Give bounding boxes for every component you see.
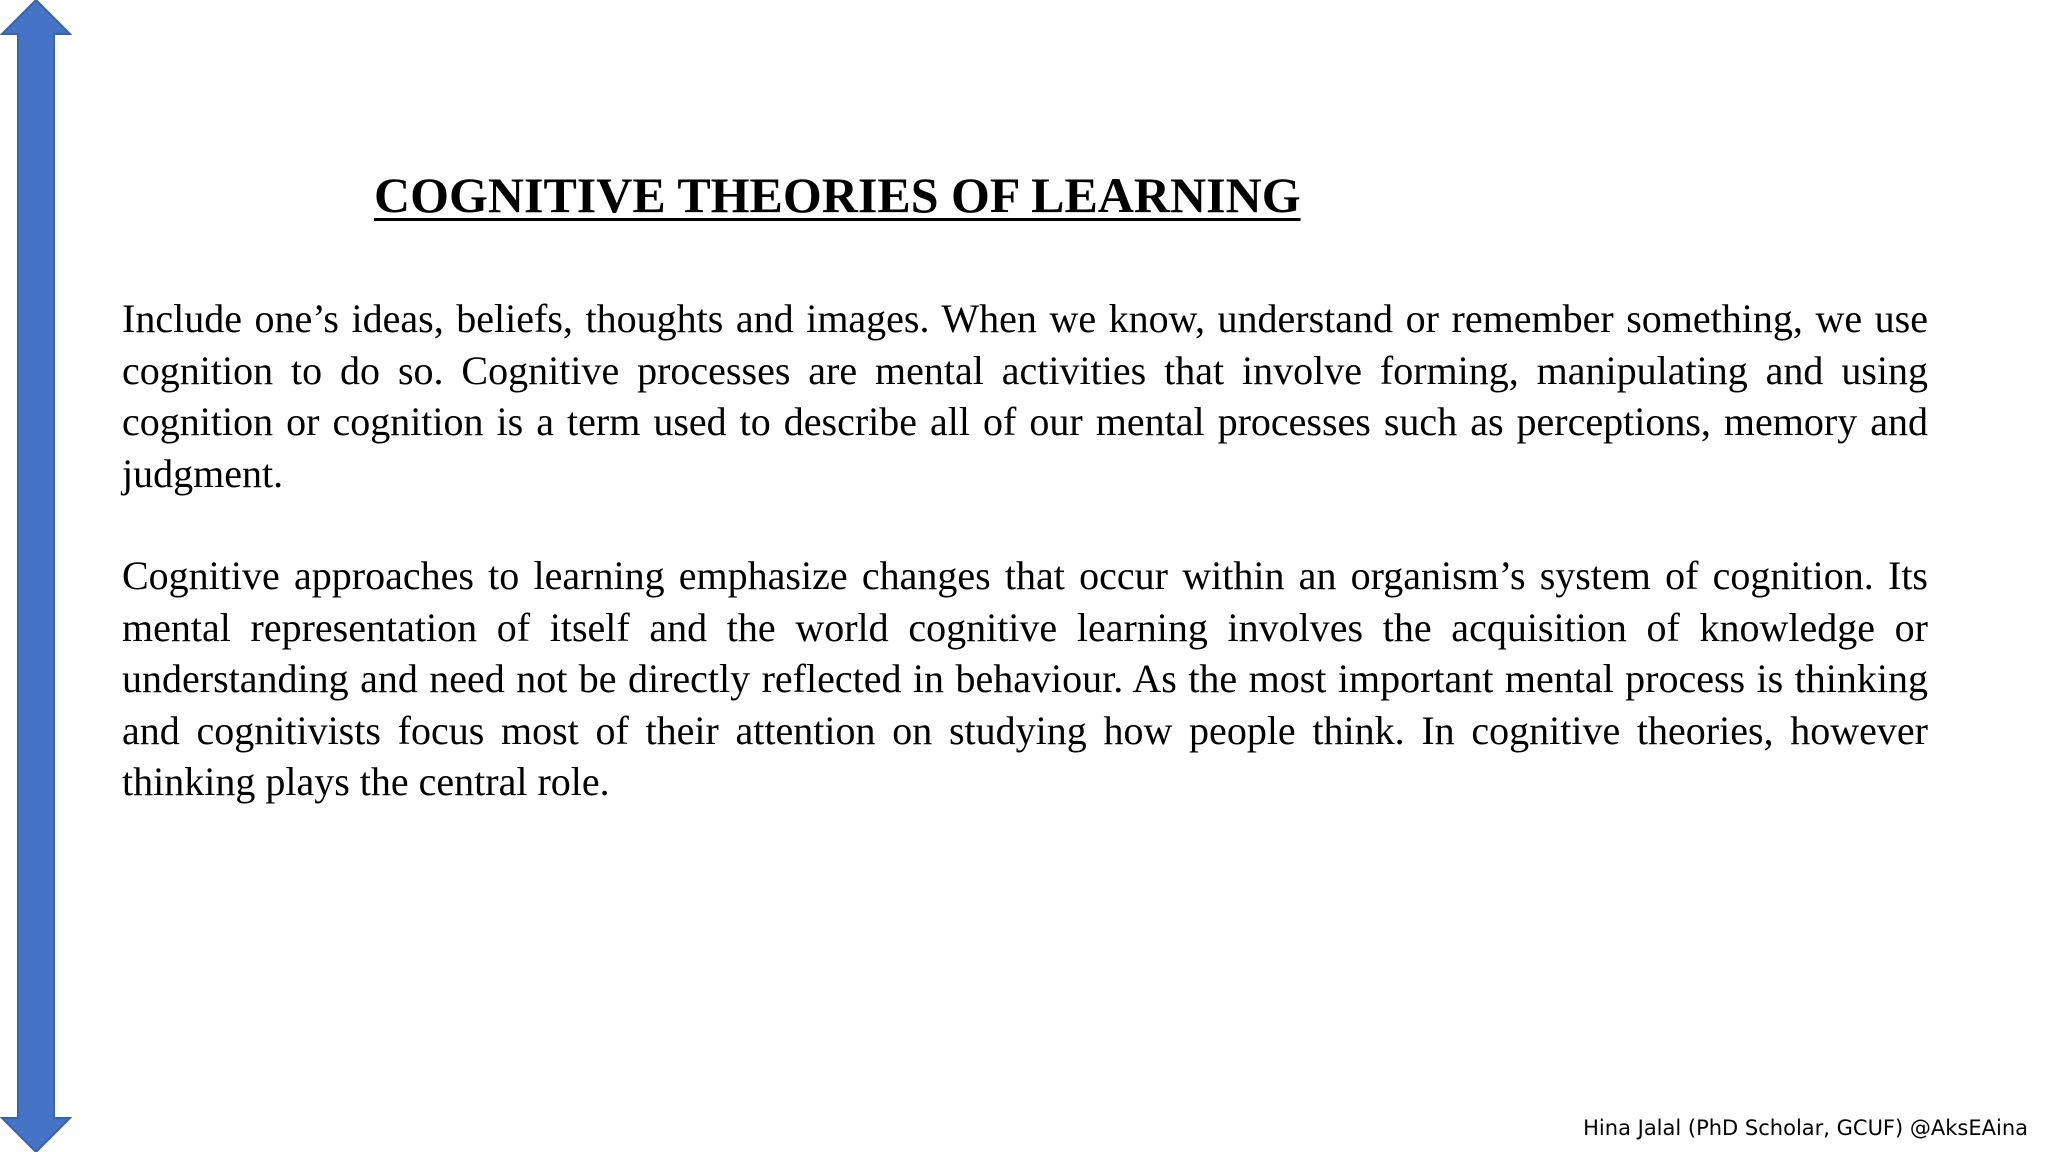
double-headed-vertical-arrow-icon (0, 0, 72, 1152)
slide-title: COGNITIVE THEORIES OF LEARNING (374, 167, 1301, 223)
paragraph-approaches: Cognitive approaches to learning emphasize changes that occur within an organism’s system of cognition. Its mental representation of itself and the world cognitive learning involves the acquisition of knowledge or understanding and need not be directly reflected in behaviour. As the most important mental process is thinking and cognitivists focus most of their attention on studying how people think. In cognitive theories, however thinking plays the central role. (122, 553, 1928, 804)
paragraph-definition: Include one’s ideas, beliefs, thoughts and images. When we know, understand or remember something, we use cognition to do so. Cognitive processes are mental activities that involve forming, manipulating and using cognition or cognition is a term used to describe all of our mental processes such as perceptions, memory and judgment. (122, 296, 1928, 496)
author-footer: Hina Jalal (PhD Scholar, GCUF) @AksEAina (1583, 1116, 2028, 1140)
